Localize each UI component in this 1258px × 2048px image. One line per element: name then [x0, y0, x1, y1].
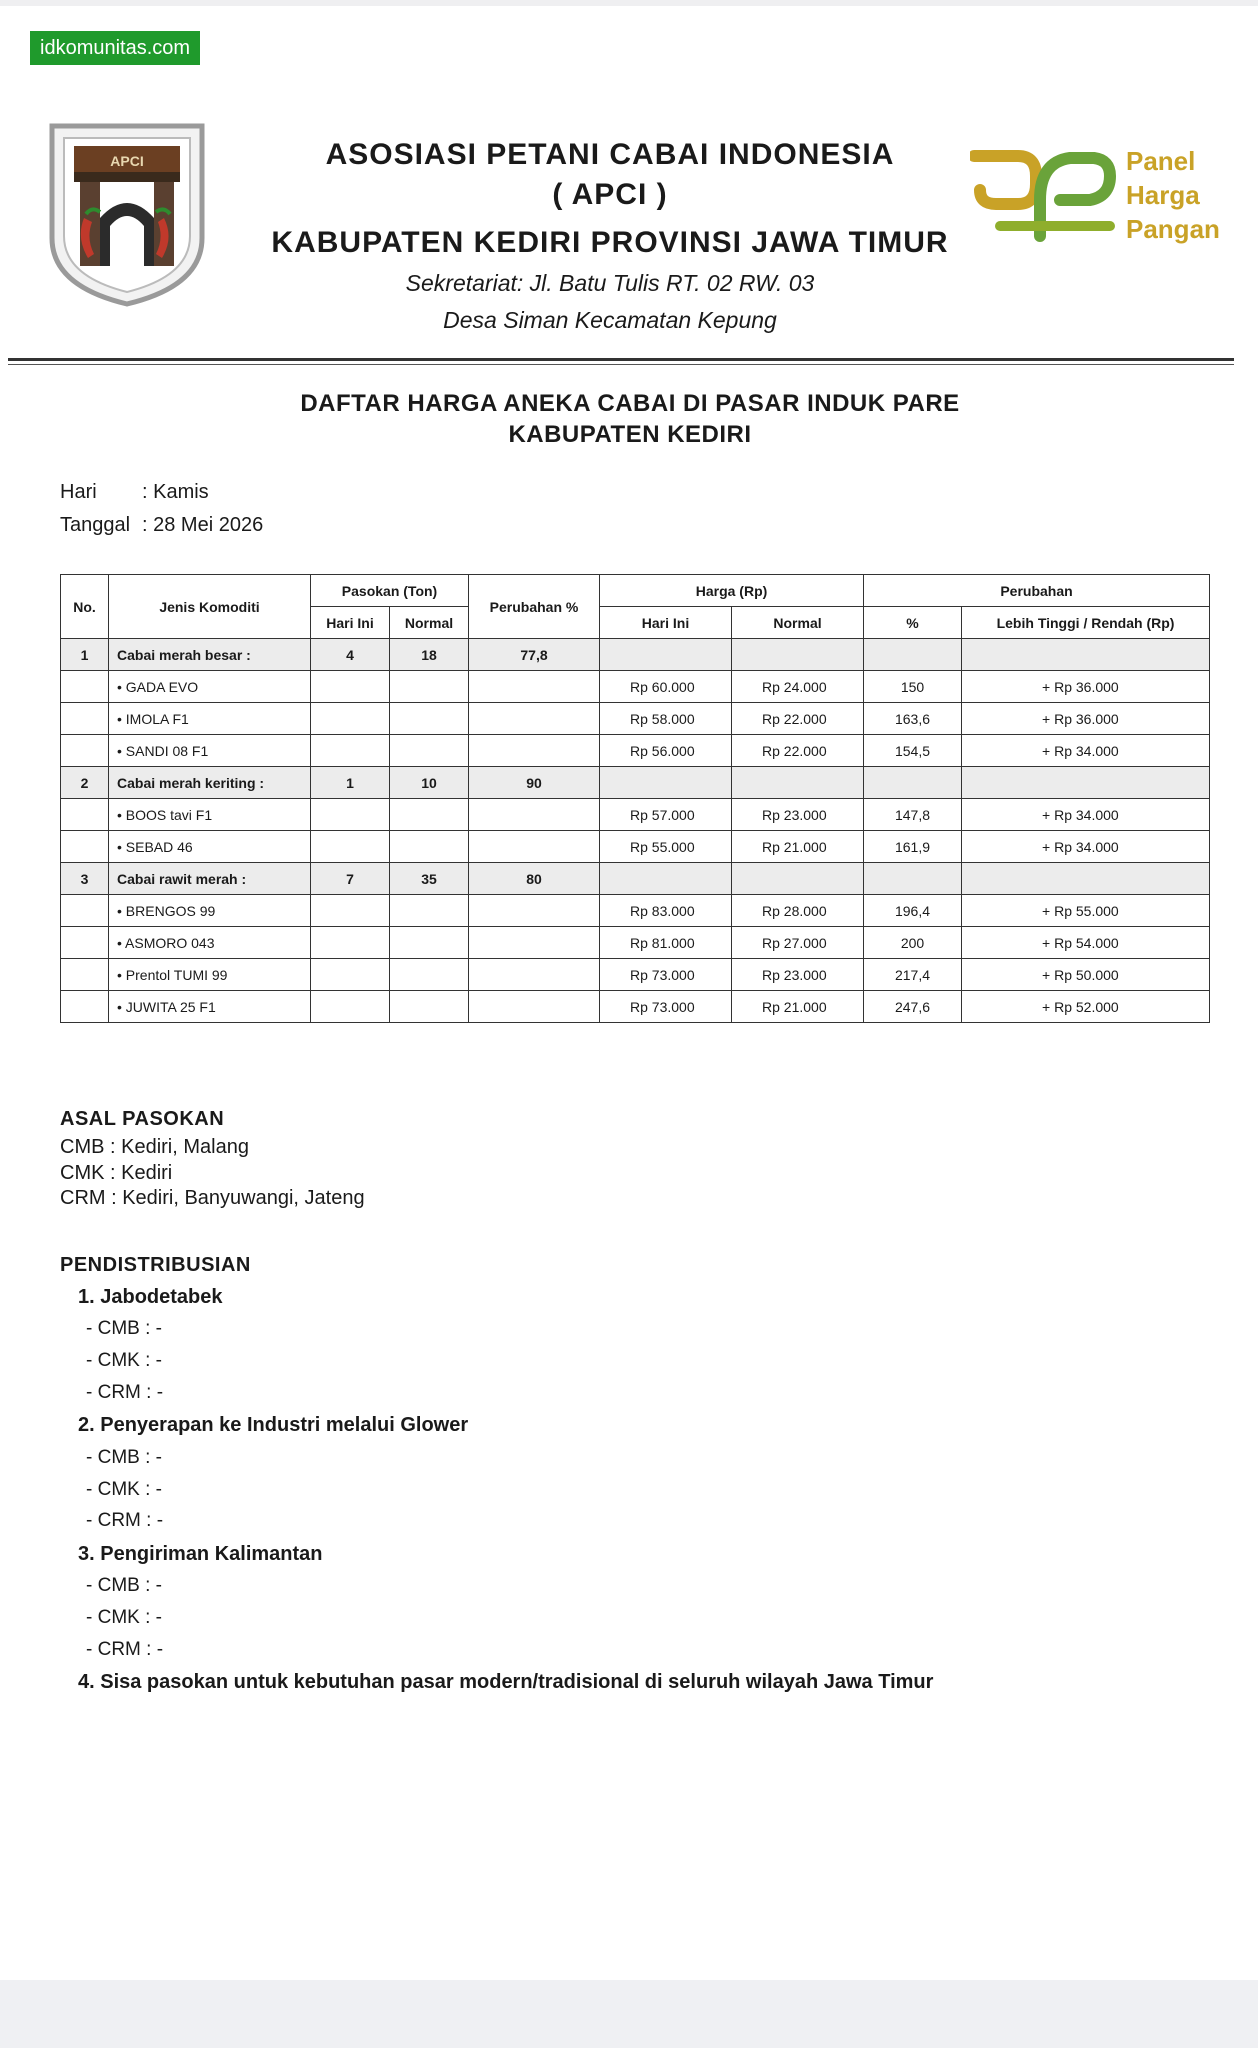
cell-harga-hari-ini: Rp 73.000: [600, 991, 732, 1023]
cell-selisih: + Rp 36.000: [962, 703, 1210, 735]
header-harga-hari-ini: Hari Ini: [600, 607, 732, 639]
header-divider: [8, 358, 1234, 361]
distribusi-2-cmb: - CMB : -: [86, 1447, 162, 1468]
cell-persen: 154,5: [864, 735, 962, 767]
cell-persen: 161,9: [864, 831, 962, 863]
header-pasokan-hari-ini: Hari Ini: [311, 607, 390, 639]
cell-name: • IMOLA F1: [109, 703, 311, 735]
cell-harga-hari-ini: Rp 83.000: [600, 895, 732, 927]
bottom-strip: [0, 1980, 1258, 2048]
logo-text: APCI: [110, 153, 144, 169]
cell-harga-normal: Rp 23.000: [732, 799, 864, 831]
org-address-2: Desa Siman Kecamatan Kepung: [443, 307, 777, 333]
header-perubahan-pct: Perubahan %: [469, 575, 600, 639]
table-row-category: [61, 639, 1210, 671]
document-title: [230, 388, 1030, 450]
watermark-label: idkomunitas.com: [30, 31, 200, 65]
cell-selisih: + Rp 36.000: [962, 671, 1210, 703]
hari-value: : Kamis: [142, 481, 209, 503]
cell-pasokan-normal: 10: [390, 767, 469, 799]
top-strip: [0, 0, 1258, 6]
distribusi-item-3: 3. Pengiriman Kalimantan: [78, 1543, 323, 1565]
cell-persen: 247,6: [864, 991, 962, 1023]
logo-right-line2: Harga: [1126, 180, 1200, 210]
cell-selisih: + Rp 52.000: [962, 991, 1210, 1023]
cell-harga-normal: Rp 21.000: [732, 991, 864, 1023]
distribusi-2-cmk: - CMK : -: [86, 1479, 162, 1500]
cell-name: • Prentol TUMI 99: [109, 959, 311, 991]
cell-no: 1: [61, 639, 109, 671]
distribusi-item-4: 4. Sisa pasokan untuk kebutuhan pasar modern/tradisional di seluruh wilayah Jawa Timur: [78, 1671, 934, 1693]
cell-perubahan-pct: 77,8: [469, 639, 600, 671]
cell-no: 2: [61, 767, 109, 799]
cell-name: Cabai merah keriting :: [109, 767, 311, 799]
cell-name: • SEBAD 46: [109, 831, 311, 863]
cell-harga-normal: Rp 27.000: [732, 927, 864, 959]
pendistribusian-heading: PENDISTRIBUSIAN: [60, 1254, 251, 1276]
cell-harga-normal: Rp 23.000: [732, 959, 864, 991]
cell-persen: 196,4: [864, 895, 962, 927]
distribusi-1-crm: - CRM : -: [86, 1382, 164, 1403]
meta-tanggal: [60, 511, 263, 539]
table-row: [61, 831, 1210, 863]
cell-harga-normal: Rp 21.000: [732, 831, 864, 863]
cell-name: Cabai rawit merah :: [109, 863, 311, 895]
cell-name: • SANDI 08 F1: [109, 735, 311, 767]
cell-harga-normal: Rp 24.000: [732, 671, 864, 703]
cell-pasokan-normal: 18: [390, 639, 469, 671]
distribusi-3-crm: - CRM : -: [86, 1639, 164, 1660]
header-harga-normal: Normal: [732, 607, 864, 639]
header-divider-thin: [8, 364, 1234, 365]
header-no: No.: [61, 575, 109, 639]
table-row-category: [61, 767, 1210, 799]
cell-pasokan-hari-ini: 4: [311, 639, 390, 671]
distribusi-3-cmk: - CMK : -: [86, 1607, 162, 1628]
tanggal-label: Tanggal: [60, 514, 131, 536]
cell-harga-hari-ini: Rp 55.000: [600, 831, 732, 863]
cell-harga-hari-ini: Rp 60.000: [600, 671, 732, 703]
cell-name: • GADA EVO: [109, 671, 311, 703]
header-perubahan: Perubahan: [864, 575, 1210, 607]
cell-name: • BOOS tavi F1: [109, 799, 311, 831]
cell-harga-hari-ini: Rp 73.000: [600, 959, 732, 991]
org-abbrev: ( APCI ): [552, 178, 668, 211]
org-address-1: Sekretariat: Jl. Batu Tulis RT. 02 RW. 03: [405, 270, 815, 296]
logo-right-line3: Pangan: [1126, 214, 1220, 244]
cell-pasokan-hari-ini: 1: [311, 767, 390, 799]
cell-harga-hari-ini: Rp 57.000: [600, 799, 732, 831]
cell-selisih: + Rp 54.000: [962, 927, 1210, 959]
cell-no: 3: [61, 863, 109, 895]
header-pasokan: Pasokan (Ton): [311, 575, 469, 607]
cell-persen: 217,4: [864, 959, 962, 991]
cell-harga-normal: Rp 22.000: [732, 735, 864, 767]
header-persen: %: [864, 607, 962, 639]
hari-label: Hari: [60, 481, 97, 503]
cell-harga-hari-ini: Rp 56.000: [600, 735, 732, 767]
header-jenis-komoditi: Jenis Komoditi: [109, 575, 311, 639]
header-pasokan-normal: Normal: [390, 607, 469, 639]
cell-name: • BRENGOS 99: [109, 895, 311, 927]
cell-pasokan-normal: 35: [390, 863, 469, 895]
table-row: [61, 895, 1210, 927]
asal-crm: CRM : Kediri, Banyuwangi, Jateng: [60, 1187, 365, 1209]
cell-harga-hari-ini: Rp 81.000: [600, 927, 732, 959]
cell-persen: 147,8: [864, 799, 962, 831]
meta-hari: [60, 478, 209, 506]
logo-right-line1: Panel: [1126, 146, 1196, 176]
cell-perubahan-pct: 80: [469, 863, 600, 895]
document-title-line1: DAFTAR HARGA ANEKA CABAI DI PASAR INDUK PARE: [300, 390, 960, 417]
cell-name: Cabai merah besar :: [109, 639, 311, 671]
table-row: [61, 991, 1210, 1023]
cell-selisih: + Rp 55.000: [962, 895, 1210, 927]
cell-perubahan-pct: 90: [469, 767, 600, 799]
table-row: [61, 671, 1210, 703]
org-name: ASOSIASI PETANI CABAI INDONESIA: [325, 138, 895, 171]
distribusi-2-crm: - CRM : -: [86, 1510, 164, 1531]
table-row: [61, 735, 1210, 767]
distribusi-item-1: 1. Jabodetabek: [78, 1286, 223, 1308]
cell-persen: 150: [864, 671, 962, 703]
cell-persen: 200: [864, 927, 962, 959]
org-header: [250, 135, 970, 337]
org-region: KABUPATEN KEDIRI PROVINSI JAWA TIMUR: [271, 226, 949, 259]
distribusi-1-cmk: - CMK : -: [86, 1350, 162, 1371]
cell-name: • JUWITA 25 F1: [109, 991, 311, 1023]
cell-selisih: + Rp 34.000: [962, 799, 1210, 831]
panel-harga-pangan-logo: [970, 140, 1228, 260]
distribusi-item-2: 2. Penyerapan ke Industri melalui Glower: [78, 1414, 469, 1436]
distribusi-3-cmb: - CMB : -: [86, 1575, 162, 1596]
price-table: [60, 574, 1210, 1023]
cell-selisih: + Rp 34.000: [962, 735, 1210, 767]
asal-cmb: CMB : Kediri, Malang: [60, 1136, 249, 1158]
table-row: [61, 799, 1210, 831]
apci-emblem-logo: [44, 118, 210, 308]
cell-harga-hari-ini: Rp 58.000: [600, 703, 732, 735]
table-row-category: [61, 863, 1210, 895]
document-title-line2: KABUPATEN KEDIRI: [508, 421, 752, 448]
header-harga: Harga (Rp): [600, 575, 864, 607]
cell-selisih: + Rp 50.000: [962, 959, 1210, 991]
cell-selisih: + Rp 34.000: [962, 831, 1210, 863]
distribusi-1-cmb: - CMB : -: [86, 1318, 162, 1339]
cell-harga-normal: Rp 28.000: [732, 895, 864, 927]
header-lebih-tinggi-rendah: Lebih Tinggi / Rendah (Rp): [962, 607, 1210, 639]
asal-cmk: CMK : Kediri: [60, 1162, 173, 1184]
cell-persen: 163,6: [864, 703, 962, 735]
table-row: [61, 927, 1210, 959]
table-row: [61, 703, 1210, 735]
table-row: [61, 959, 1210, 991]
asal-pasokan-heading: ASAL PASOKAN: [60, 1108, 225, 1130]
tanggal-value: : 28 Mei 2026: [142, 514, 264, 536]
cell-harga-normal: Rp 22.000: [732, 703, 864, 735]
cell-pasokan-hari-ini: 7: [311, 863, 390, 895]
cell-name: • ASMORO 043: [109, 927, 311, 959]
